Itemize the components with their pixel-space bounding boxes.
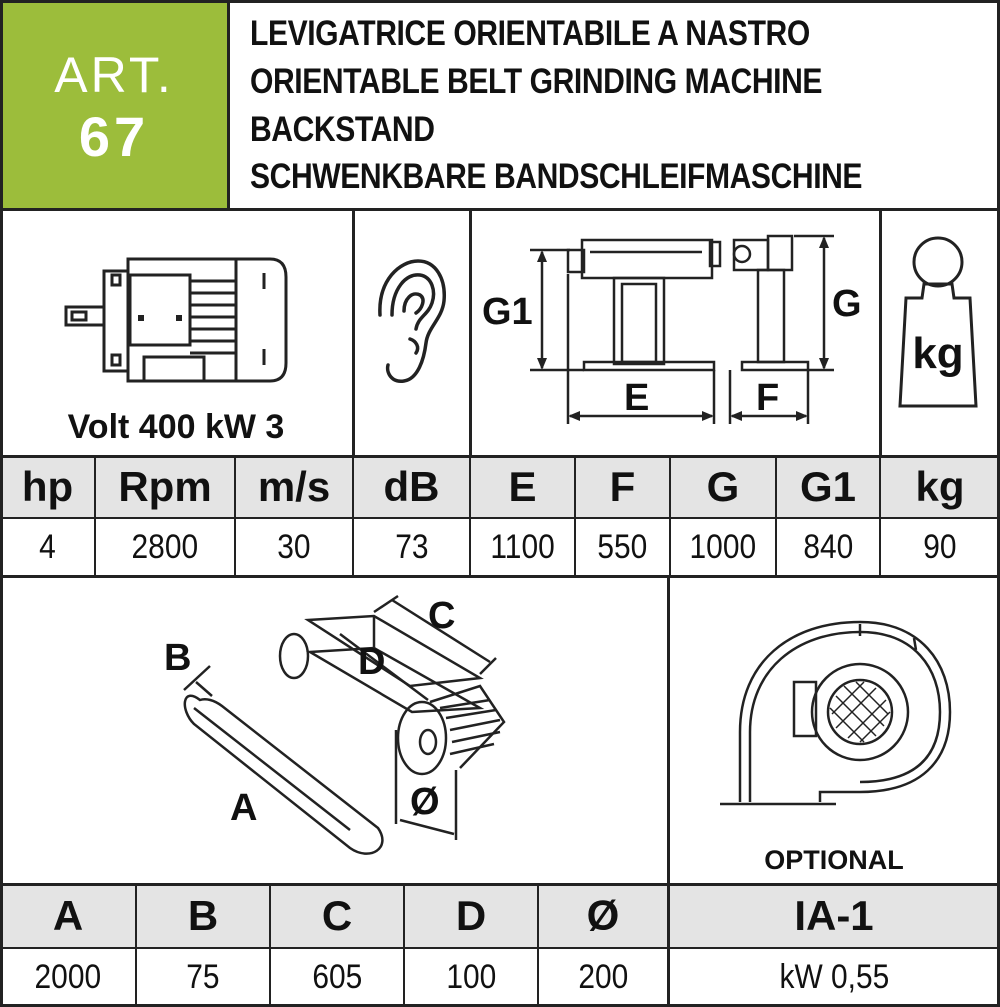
belt-col-2 (269, 883, 271, 1007)
spec-header-kg: kg (880, 456, 1000, 518)
belt-value-ia1-text: kW 0,55 (779, 958, 889, 996)
divider-header (0, 208, 1000, 211)
spec-value-g (670, 518, 776, 576)
label-g1: G1 (482, 291, 533, 333)
belt-value-diameter-text: 200 (578, 958, 628, 996)
spec-value-g1 (776, 518, 880, 576)
spec-col-6 (669, 455, 671, 576)
title-italian: LEVIGATRICE ORIENTABILE A NASTRO (250, 14, 810, 53)
belt-diagram (160, 590, 510, 860)
divider-belt-mid (0, 947, 1000, 949)
belt-label-diameter: Ø (410, 781, 440, 823)
motor-icon (60, 245, 300, 395)
weight-label: kg (912, 329, 964, 378)
ear-icon (370, 255, 450, 390)
belt-col-3 (403, 883, 405, 1007)
divider-ear (469, 208, 472, 456)
spec-value-kg-text: 90 (923, 527, 957, 566)
belt-value-a-text: 2000 (34, 958, 102, 996)
border-top (0, 0, 1000, 3)
spec-col-1 (94, 455, 96, 576)
divider-art (227, 0, 230, 209)
spec-header-hp: hp (0, 456, 95, 518)
spec-value-e (470, 518, 575, 576)
article-badge (0, 0, 228, 209)
spec-header-g1: G1 (776, 456, 880, 518)
dimension-diagram (472, 212, 882, 452)
title-german: SCHWENKBARE BANDSCHLEIFMASCHINE (250, 157, 863, 196)
spec-value-f-text: 550 (597, 527, 648, 566)
belt-header-c: C (270, 884, 404, 948)
spec-value-g-text: 1000 (689, 527, 757, 566)
motor-caption: Volt 400 kW 3 (67, 408, 285, 446)
spec-value-db-text: 73 (394, 527, 429, 566)
belt-value-diameter (538, 948, 668, 1007)
spec-value-rpm (95, 518, 235, 576)
belt-value-a (0, 948, 136, 1007)
spec-header-f: F (575, 456, 670, 518)
belt-header-diameter: Ø (538, 884, 668, 948)
spec-value-rpm-text: 2800 (131, 527, 199, 566)
border-left (0, 0, 3, 1007)
divider-specs-mid (0, 517, 1000, 519)
belt-header-a: A (0, 884, 136, 948)
divider-belt-top (0, 883, 1000, 886)
spec-value-f (575, 518, 670, 576)
spec-value-hp-text: 4 (39, 527, 56, 566)
belt-label-d: D (358, 641, 386, 683)
label-g: G (832, 283, 862, 325)
belt-value-d-text: 100 (446, 958, 496, 996)
spec-value-ms (235, 518, 353, 576)
belt-value-d (404, 948, 538, 1007)
spec-value-ms-text: 30 (277, 527, 311, 566)
divider-optional (667, 575, 670, 1007)
spec-header-e: E (470, 456, 575, 518)
article-label: ART. (54, 47, 174, 103)
spec-header-g: G (670, 456, 776, 518)
belt-label-c: C (428, 595, 456, 637)
spec-header-ms: m/s (235, 456, 353, 518)
label-f: F (756, 377, 780, 419)
belt-value-b (136, 948, 270, 1007)
belt-value-c-text: 605 (312, 958, 362, 996)
spec-value-hp (0, 518, 95, 576)
spec-value-e-text: 1100 (490, 527, 555, 566)
belt-header-d: D (404, 884, 538, 948)
belt-value-ia1 (668, 948, 1000, 1007)
spec-value-kg (880, 518, 1000, 576)
divider-dims (879, 208, 882, 456)
belt-label-b: B (164, 637, 192, 679)
spec-col-5 (574, 455, 576, 576)
extractor-fan-icon (710, 612, 960, 812)
spec-value-g1-text: 840 (803, 527, 853, 566)
spec-col-7 (775, 455, 777, 576)
belt-label-a: A (230, 787, 258, 829)
belt-col-4 (537, 883, 539, 1007)
spec-header-rpm: Rpm (95, 456, 235, 518)
label-e: E (624, 377, 650, 419)
divider-motor (352, 208, 355, 456)
spec-col-2 (234, 455, 236, 576)
optional-label: OPTIONAL (764, 845, 904, 875)
spec-col-4 (469, 455, 471, 576)
article-number: 67 (78, 105, 150, 168)
belt-value-c (270, 948, 404, 1007)
spec-header-db: dB (353, 456, 470, 518)
spec-col-3 (352, 455, 354, 576)
spec-col-8 (879, 455, 881, 576)
belt-col-1 (135, 883, 137, 1007)
belt-header-ia1: IA-1 (668, 884, 1000, 948)
belt-value-b-text: 75 (186, 958, 220, 996)
weight-icon (890, 232, 986, 410)
divider-specs-bottom (0, 575, 1000, 578)
spec-value-db (353, 518, 470, 576)
divider-specs-top (0, 455, 1000, 458)
title-english: ORIENTABLE BELT GRINDING MACHINE (250, 62, 823, 101)
belt-header-b: B (136, 884, 270, 948)
title-english-backstand: BACKSTAND (250, 110, 435, 149)
